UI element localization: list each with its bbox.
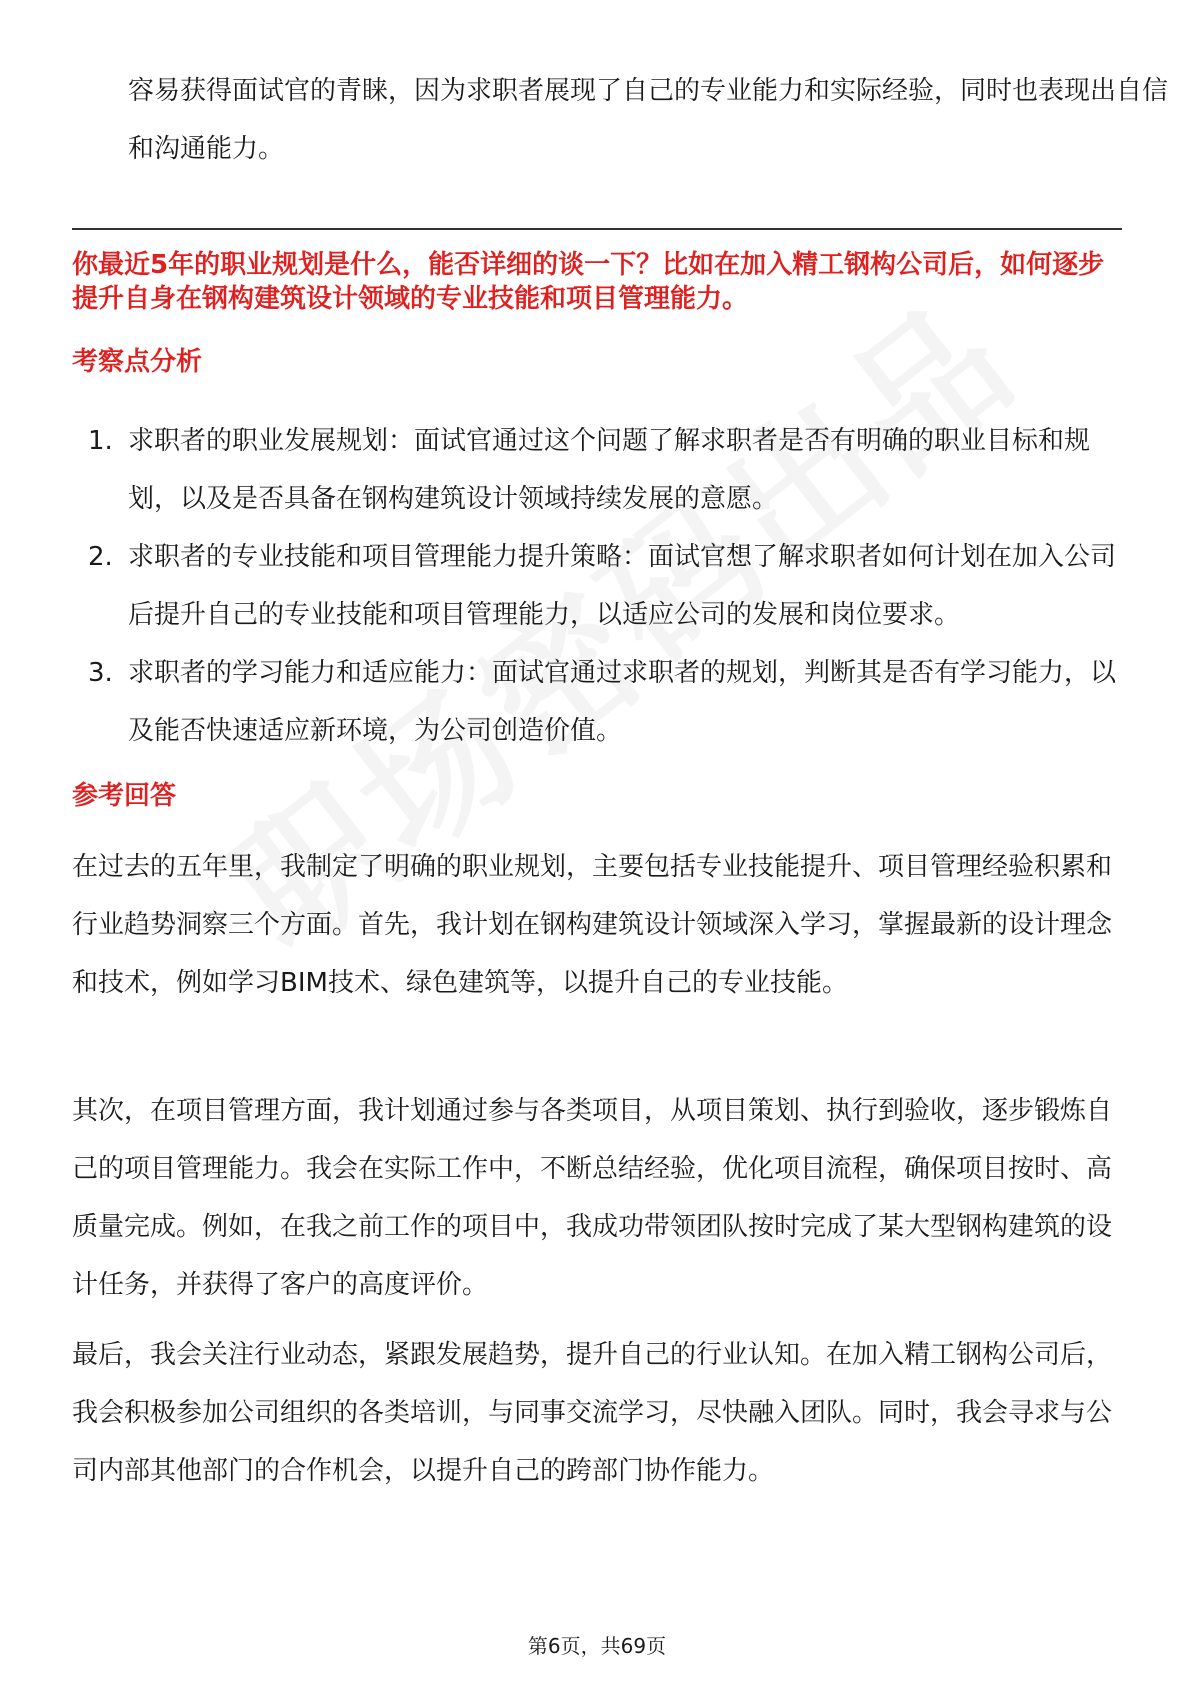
answer-paragraph: 其次，在项目管理方面，我计划通过参与各类项目，从项目策划、执行到验收，逐步锻炼自己的项目管理能力。我会在实际工作中，不断总结经验，优化项目流程，确保项目按时、高质量完成。例如，在我之前工作的项目中，我成功带领团队按时完成了某大型钢构建筑的设计任务，并获得了客户的高度评价。 [72, 1096, 1113, 1300]
answer-paragraph: 在过去的五年里，我制定了明确的职业规划，主要包括专业技能提升、项目管理经验积累和行业趋势洞察三个方面。首先，我计划在钢构建筑设计领域深入学习，掌握最新的设计理念和技术，例如学习BIM技术、绿色建筑等，以提升自己的专业技能。 [72, 852, 1113, 998]
list-item-text: 求职者的职业发展规划：面试官通过这个问题了解求职者是否有明确的职业目标和规划，以及是否具备在钢构建筑设计领域持续发展的意愿。 [128, 426, 1091, 514]
document-page [72, 0, 1169, 1684]
analysis-list [72, 412, 1122, 760]
answer-heading: 参考回答 [72, 781, 177, 811]
list-item [72, 528, 1122, 644]
list-number: 1. [88, 426, 113, 456]
list-item-text: 求职者的学习能力和适应能力：面试官通过求职者的规划，判断其是否有学习能力，以及能否快速适应新环境，为公司创造价值。 [128, 658, 1117, 746]
intro-paragraph: 容易获得面试官的青睐，因为求职者展现了自己的专业能力和实际经验，同时也表现出自信和沟通能力。 [128, 76, 1169, 164]
analysis-heading: 考察点分析 [72, 347, 203, 377]
list-number: 2. [88, 542, 113, 572]
list-number: 3. [88, 658, 113, 688]
list-item [72, 644, 1122, 760]
section-divider [72, 228, 1122, 230]
answer-paragraph: 最后，我会关注行业动态，紧跟发展趋势，提升自己的行业认知。在加入精工钢构公司后，我会积极参加公司组织的各类培训，与同事交流学习，尽快融入团队。同时，我会寻求与公司内部其他部门的合作机会，以提升自己的跨部门协作能力。 [72, 1340, 1113, 1486]
list-item [72, 412, 1122, 528]
list-item-text: 求职者的专业技能和项目管理能力提升策略：面试官想了解求职者如何计划在加入公司后提升自己的专业技能和项目管理能力，以适应公司的发展和岗位要求。 [128, 542, 1117, 630]
page-footer: 第6页，共69页 [527, 1634, 667, 1658]
question-title: 你最近5年的职业规划是什么，能否详细的谈一下？比如在加入精工钢构公司后，如何逐步提升自身在钢构建筑设计领域的专业技能和项目管理能力。 [72, 250, 1105, 314]
